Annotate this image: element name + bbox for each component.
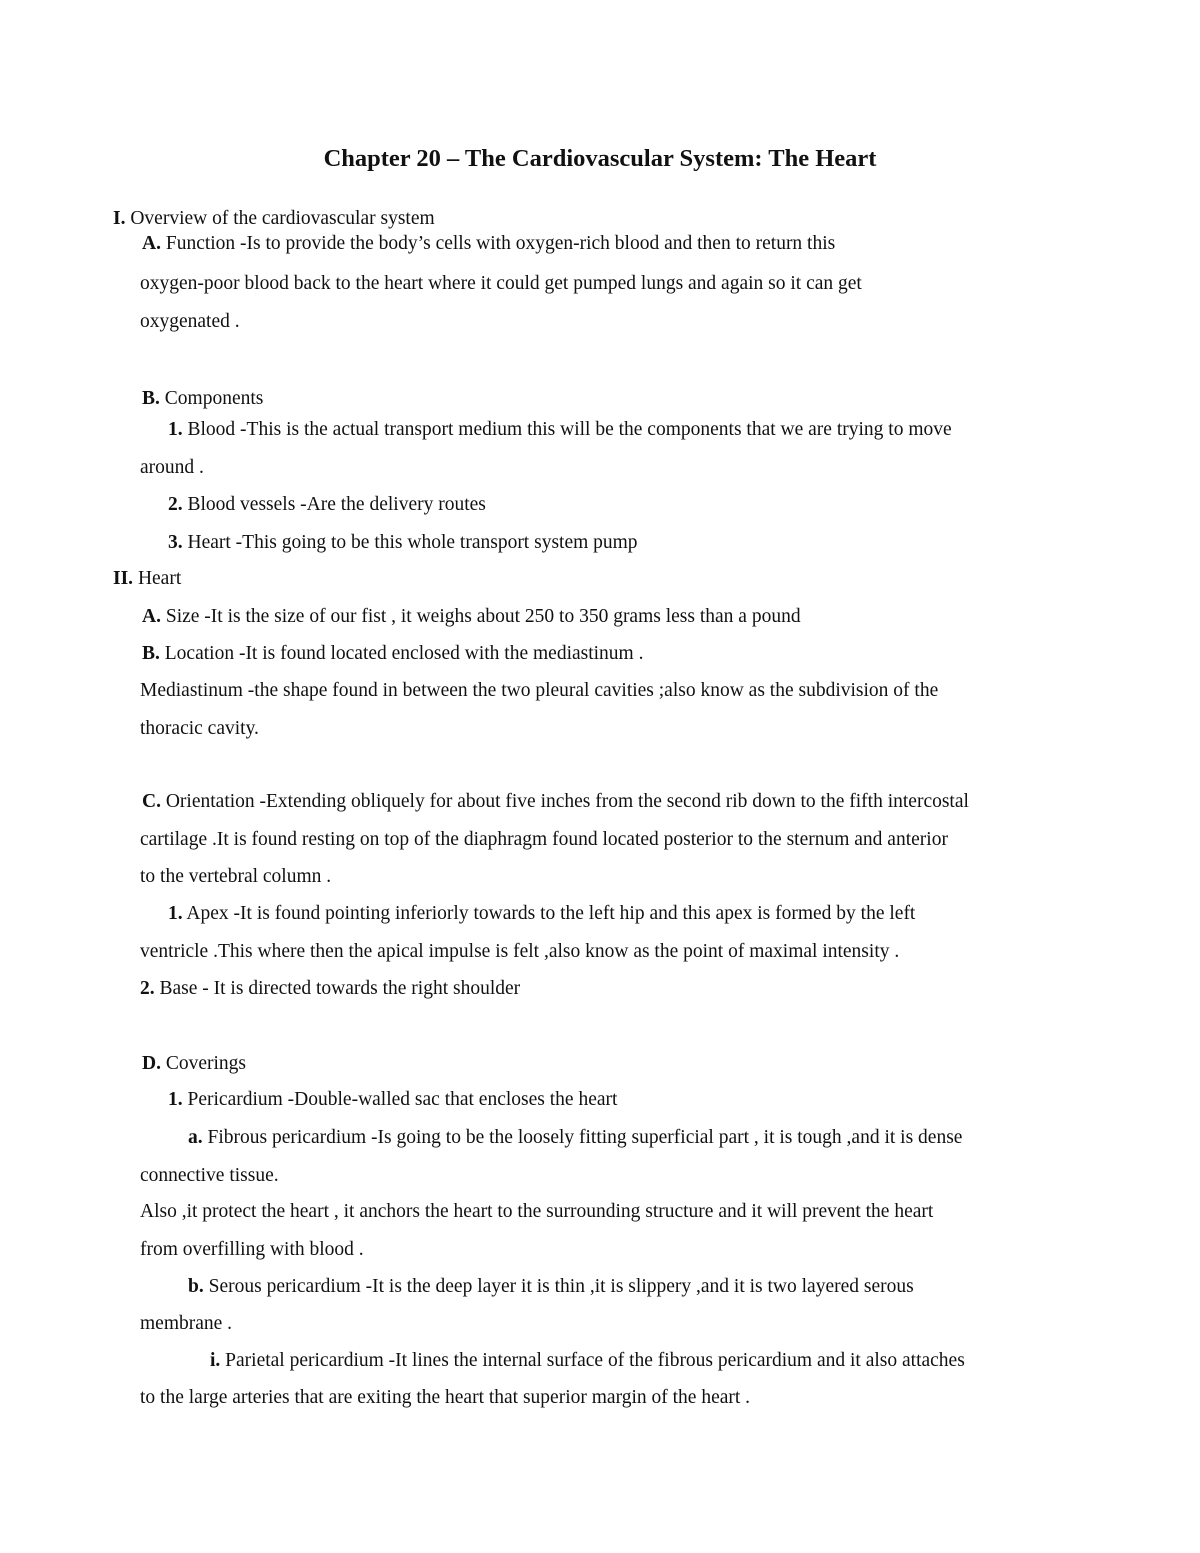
outline-label: i. [210,1350,221,1371]
line-text: Apex -It is found pointing inferiorly towards to the left hip and this apex is formed by the left [182,903,916,924]
outline-label: D. [142,1053,161,1074]
line-text: Base - It is directed towards the right shoulder [154,978,521,999]
line-text: Pericardium -Double-walled sac that encloses the heart [182,1089,618,1110]
text-line [140,940,899,964]
outline-label: A. [142,233,161,254]
line-text: Heart -This going to be this whole transport system pump [182,532,638,553]
text-line [140,1386,750,1410]
line-text: Orientation -Extending obliquely for about five inches from the second rib down to the fifth intercostal [160,791,969,812]
text-line [188,1126,962,1150]
outline-label: 2. [140,978,155,999]
line-text: Heart [133,568,182,589]
document-title: Chapter 20 – The Cardiovascular System: The Heart [323,145,877,172]
text-line [142,790,969,814]
text-line [168,1088,617,1112]
outline-label: C. [142,791,161,812]
text-line [188,1275,914,1299]
line-text: Location -It is found located enclosed with the mediastinum . [159,643,644,664]
line-text: to the large arteries that are exiting the heart that superior margin of the heart . [140,1387,751,1408]
line-text: around . [140,457,204,478]
text-line [142,232,835,256]
outline-label: B. [142,388,160,409]
text-line [140,272,862,296]
line-text: Components [159,388,264,409]
outline-label: 1. [168,419,183,440]
outline-label: b. [188,1276,204,1297]
line-text: Size -It is the size of our fist , it weighs about 250 to 350 grams less than a pound [160,606,801,627]
outline-label: 1. [168,1089,183,1110]
outline-label: B. [142,643,160,664]
text-line [113,207,435,231]
text-line [142,1052,246,1076]
line-text: Parietal pericardium -It lines the internal surface of the fibrous pericardium and it also attaches [220,1350,965,1371]
text-line [168,531,638,555]
outline-label: II. [113,568,134,589]
text-line [140,310,240,334]
line-text: thoracic cavity. [140,718,259,739]
text-line [168,418,952,442]
text-line [140,977,520,1001]
text-line [142,642,643,666]
line-text: Coverings [160,1053,247,1074]
text-line [140,456,204,480]
outline-label: a. [188,1127,203,1148]
outline-label: I. [113,208,126,229]
line-text: oxygenated . [140,311,240,332]
text-line [168,493,486,517]
line-text: membrane . [140,1313,233,1334]
line-text: cartilage .It is found resting on top of the diaphragm found located posterior to the sternum and anterior [140,829,948,850]
line-text: Fibrous pericardium -Is going to be the loosely fitting superficial part , it is tough ,and it is dense [202,1127,963,1148]
line-text: Mediastinum -the shape found in between the two pleural cavities ;also know as the subdivision of the [140,680,939,701]
text-line [140,1200,933,1224]
text-line [142,605,801,629]
line-text: oxygen-poor blood back to the heart where it could get pumped lungs and again so it can get [140,273,862,294]
line-text: connective tissue. [140,1165,279,1186]
text-line [140,1164,279,1188]
text-line [210,1349,965,1373]
text-line [140,717,259,741]
line-text: Also ,it protect the heart , it anchors the heart to the surrounding structure and it will prevent the heart [140,1201,934,1222]
text-line [140,679,938,703]
text-line [140,1312,232,1336]
line-text: Serous pericardium -It is the deep layer it is thin ,it is slippery ,and it is two layered serous [203,1276,914,1297]
outline-label: A. [142,606,161,627]
outline-label: 2. [168,494,183,515]
line-text: Blood -This is the actual transport medium this will be the components that we are trying to move [182,419,952,440]
line-text: to the vertebral column . [140,866,332,887]
line-text: Blood vessels -Are the delivery routes [182,494,486,515]
text-line [140,865,331,889]
line-text: Overview of the cardiovascular system [125,208,435,229]
line-text: ventricle .This where then the apical impulse is felt ,also know as the point of maximal intensity . [140,941,900,962]
line-text: Function -Is to provide the body’s cells with oxygen-rich blood and then to return this [160,233,836,254]
outline-label: 3. [168,532,183,553]
text-line [140,1238,364,1262]
text-line [140,828,948,852]
text-line [113,567,181,591]
text-line [168,902,915,926]
text-line [142,387,263,411]
line-text: from overfilling with blood . [140,1239,364,1260]
outline-label: 1. [168,903,183,924]
